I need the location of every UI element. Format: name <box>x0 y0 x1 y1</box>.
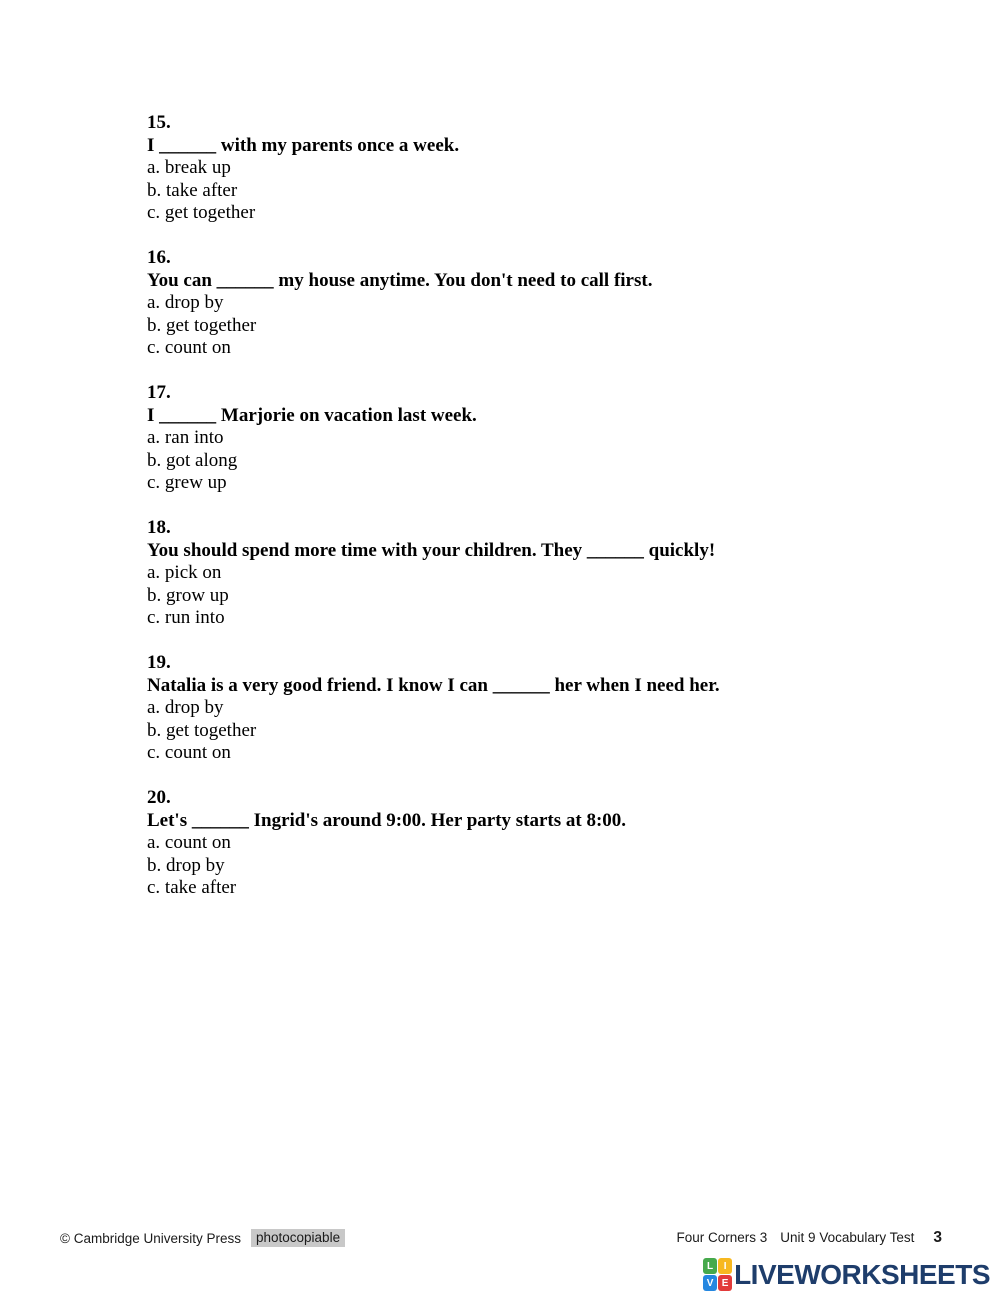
question-18 <box>147 517 847 630</box>
question-number: 17. <box>147 382 171 403</box>
question-stem: Natalia is a very good friend. I know I can ______ her when I need her. <box>147 674 720 696</box>
option-a: a. drop by <box>147 697 224 718</box>
option-b: b. get together <box>147 719 257 741</box>
test-title: Unit 9 Vocabulary Test <box>780 1230 915 1245</box>
logo-tile-e: E <box>718 1275 732 1291</box>
liveworksheets-wordmark: LIVEWORKSHEETS <box>734 1259 990 1290</box>
option-b: b. grow up <box>147 584 229 606</box>
option-c: c. run into <box>147 607 225 628</box>
option-c: c. count on <box>147 337 231 358</box>
question-number: 19. <box>147 652 171 673</box>
option-c: c. get together <box>147 202 256 223</box>
option-c: c. take after <box>147 877 237 898</box>
option-c: c. count on <box>147 742 231 763</box>
question-19 <box>147 652 847 765</box>
question-stem: Let's ______ Ingrid's around 9:00. Her party starts at 8:00. <box>147 809 627 831</box>
option-b: b. get together <box>147 314 257 336</box>
option-a: a. count on <box>147 832 231 853</box>
question-number: 15. <box>147 112 171 133</box>
question-17 <box>147 382 847 495</box>
page-number: 3 <box>933 1229 942 1246</box>
book-title: Four Corners 3 <box>676 1230 768 1245</box>
question-stem: I ______ Marjorie on vacation last week. <box>147 404 477 426</box>
footer-left <box>60 1229 345 1247</box>
option-a: a. pick on <box>147 562 222 583</box>
option-a: a. drop by <box>147 292 224 313</box>
question-16 <box>147 247 847 360</box>
footer-right <box>677 1229 943 1247</box>
option-b: b. drop by <box>147 854 225 876</box>
question-20 <box>147 787 847 900</box>
question-stem: You should spend more time with your children. They ______ quickly! <box>147 539 716 561</box>
question-number: 20. <box>147 787 171 808</box>
worksheet-body <box>147 112 847 922</box>
option-b: b. take after <box>147 179 238 201</box>
question-15 <box>147 112 847 225</box>
option-c: c. grew up <box>147 472 227 493</box>
logo-tile-v: V <box>703 1275 717 1291</box>
logo-tile-l: L <box>703 1258 717 1274</box>
option-b: b. got along <box>147 449 238 471</box>
option-a: a. ran into <box>147 427 224 448</box>
question-number: 16. <box>147 247 171 268</box>
question-stem: I ______ with my parents once a week. <box>147 134 460 156</box>
copyright-text: © Cambridge University Press <box>60 1230 241 1246</box>
liveworksheets-tiles-icon <box>703 1258 732 1291</box>
option-a: a. break up <box>147 157 231 178</box>
photocopiable-badge: photocopiable <box>251 1229 345 1247</box>
liveworksheets-logo <box>703 1258 990 1291</box>
question-stem: You can ______ my house anytime. You don't need to call first. <box>147 269 653 291</box>
question-number: 18. <box>147 517 171 538</box>
logo-tile-i: I <box>718 1258 732 1274</box>
